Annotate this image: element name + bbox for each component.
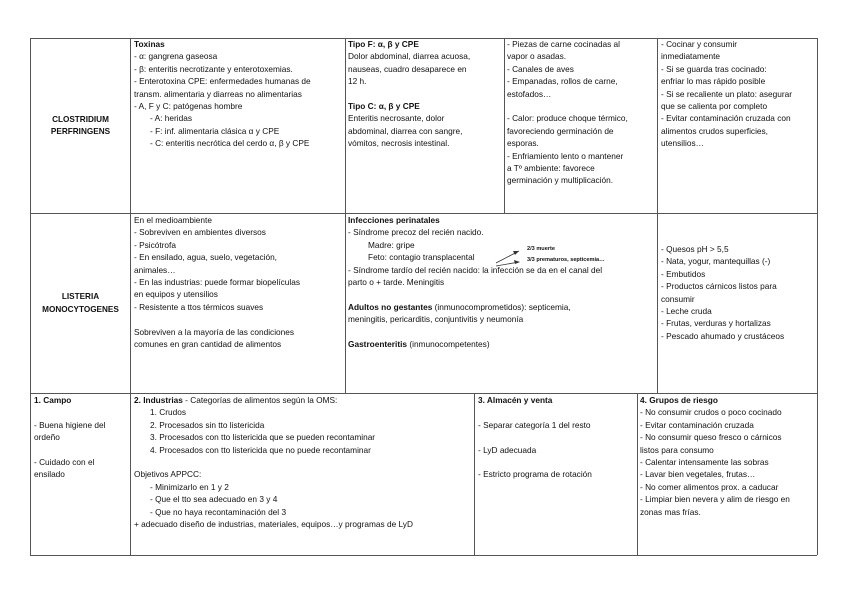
text-line: - Sobreviven en ambientes diversos: [134, 227, 266, 238]
text-line: 4. Grupos de riesgo: [640, 395, 718, 405]
text-line: - Estricto programa de rotación: [478, 469, 592, 480]
text-line: en equipos y utensilios: [134, 289, 218, 300]
text-line: CLOSTRIDIUM: [52, 114, 109, 124]
text-line: que se calienta por completo: [661, 101, 768, 112]
text-line: alimentos crudos superficies,: [661, 125, 768, 136]
text-line: favoreciendo germinación de: [507, 125, 614, 136]
text-line: - Calentar intensamente las sobras: [640, 457, 769, 468]
industrias-title-rest: - Categorías de alimentos según la OMS:: [182, 395, 338, 405]
text-line: - Si se guarda tras cocinado:: [661, 63, 767, 74]
text-line: - C: enteritis necrótica del cerdo α, β y CPE: [150, 138, 310, 149]
industrias-title: 2. Industrias: [134, 395, 183, 405]
text-line: - A: heridas: [150, 113, 192, 124]
text-line: inmediatamente: [661, 51, 721, 62]
text-line: Toxinas: [134, 39, 165, 49]
text-line: - Lavar bien vegetales, frutas…: [640, 469, 756, 480]
text-line: - No consumir queso fresco o cárnicos: [640, 432, 782, 443]
text-line: - Cocinar y consumir: [661, 39, 738, 49]
text-line: - Psicótrofa: [134, 239, 176, 250]
adults-title: Adultos no gestantes: [348, 301, 433, 312]
text-line: nauseas, cuadro desaparece en: [348, 63, 467, 74]
text-line: - Piezas de carne cocinadas al: [507, 39, 620, 49]
outcome-premature: 3/3 prematuros, septicemia…: [527, 257, 605, 263]
text-line: - Enterotoxina CPE: enfermedades humanas de: [134, 76, 311, 87]
text-line: - Buena higiene del: [34, 419, 106, 430]
text-line: - No comer alimentos prox. a caducar: [640, 481, 779, 492]
text-line: - Minimizarlo en 1 y 2: [150, 481, 229, 492]
text-line: - Canales de aves: [507, 63, 574, 74]
text-line: - Limpiar bien nevera y alim de riesgo en: [640, 494, 790, 505]
text-line: - F: inf. alimentaria clásica α y CPE: [150, 125, 280, 136]
text-line: meningitis, pericarditis, conjuntivitis y neumonía: [348, 314, 524, 325]
text-line: 4. Procesados con tto listericida que no puede recontaminar: [150, 444, 371, 455]
text-line: - Empanadas, rollos de carne,: [507, 76, 618, 87]
text-line: Madre: gripe: [368, 239, 415, 250]
text-line: + adecuado diseño de industrias, materiales, equipos…y programas de LyD: [134, 519, 413, 530]
text-line: abdominal, diarrea con sangre,: [348, 125, 463, 136]
campo-cell: [34, 394, 130, 555]
adults-rest: (inmunocomprometidos): septicemia,: [432, 301, 571, 312]
text-line: zonas mas frías.: [640, 506, 701, 517]
text-line: LISTERIA: [61, 292, 100, 302]
text-line: Tipo C: α, β y CPE: [348, 101, 420, 112]
text-line: - Quesos pH > 5,5: [661, 244, 729, 254]
industrias-cell: [134, 394, 474, 555]
text-line: - Cuidado con el: [34, 457, 95, 467]
text-line: MONOCYTOGENES: [42, 304, 119, 314]
text-line: - Frutas, verduras y hortalizas: [661, 318, 771, 329]
text-line: Tipo F: α, β y CPE: [348, 39, 419, 49]
text-line: - Separar categoría 1 del resto: [478, 419, 591, 430]
text-line: - Enfriamiento lento o mantener: [507, 150, 624, 161]
text-line: - Evitar contaminación cruzada con: [661, 113, 791, 124]
text-line: Sobreviven a la mayoría de las condiciones: [134, 326, 295, 337]
text-line: 1. Campo: [34, 395, 72, 405]
text-line: - Resistente a ttos térmicos suaves: [134, 301, 264, 312]
text-line: Enteritis necrosante, dolor: [348, 113, 445, 124]
text-line: - Síndrome tardío del recién nacido: la infección se da en el canal del: [348, 264, 603, 275]
text-line: ordeño: [34, 432, 60, 443]
text-line: Feto: contagio transplacental: [368, 252, 475, 263]
gastro-rest: (inmunocompetentes): [407, 339, 490, 350]
text-line: estofados…: [507, 88, 552, 99]
text-line: - LyD adecuada: [478, 444, 537, 455]
almacen-cell: [478, 394, 637, 555]
text-line: esporas.: [507, 138, 539, 149]
text-line: - α: gangrena gaseosa: [134, 51, 218, 62]
text-line: a Tº ambiente: favorece: [507, 163, 595, 174]
text-line: - Si se recaliente un plato: asegurar: [661, 88, 792, 99]
text-line: 2. Procesados sin tto listericida: [150, 419, 265, 430]
text-line: En el medioambiente: [134, 215, 212, 225]
text-line: germinación y multiplicación.: [507, 175, 614, 186]
text-line: - Síndrome precoz del recién nacido.: [348, 227, 484, 238]
text-line: 1. Crudos: [150, 407, 186, 418]
outcome-death: 2/3 muerte: [527, 246, 555, 252]
text-line: - Pescado ahumado y crustáceos: [661, 330, 785, 341]
text-line: 3. Procesados con tto listericida que se pueden recontaminar: [150, 432, 376, 443]
text-line: vómitos, necrosis intestinal.: [348, 138, 450, 149]
text-line: comunes en gran cantidad de alimentos: [134, 339, 282, 350]
text-line: Dolor abdominal, diarrea acuosa,: [348, 51, 471, 62]
text-line: transm. alimentaria y diarreas no alimentarias: [134, 88, 302, 99]
text-line: - β: enteritis necrotizante y enterotoxemias.: [134, 63, 293, 74]
gastro-title: Gastroenteritis: [348, 339, 408, 350]
text-line: - En ensilado, agua, suelo, vegetación,: [134, 252, 277, 263]
text-line: PERFRINGENS: [50, 127, 111, 136]
text-line: Infecciones perinatales: [348, 215, 440, 225]
text-line: ensilado: [34, 469, 65, 480]
text-line: - En las industrias: puede formar biopelículas: [134, 277, 301, 288]
text-line: 3. Almacén y venta: [478, 395, 553, 405]
text-line: 12 h.: [348, 76, 367, 87]
text-line: - Leche cruda: [661, 306, 712, 317]
text-line: - No consumir crudos o poco cocinado: [640, 407, 782, 418]
text-line: - Calor: produce choque térmico,: [507, 113, 628, 124]
text-line: Objetivos APPCC:: [134, 469, 202, 480]
listeria-foods: [661, 243, 817, 373]
text-line: parto o + tarde. Meningitis: [348, 277, 445, 288]
text-line: animales…: [134, 264, 176, 275]
riesgo-cell: [640, 394, 817, 555]
text-line: utensilios…: [661, 138, 704, 149]
text-line: - Que el tto sea adecuado en 3 y 4: [150, 494, 278, 505]
text-line: consumir: [661, 293, 695, 304]
text-line: vapor o asadas.: [507, 51, 567, 62]
text-line: - Nata, yogur, mantequillas (-): [661, 256, 771, 267]
text-line: enfriar lo mas rápido posible: [661, 76, 766, 87]
text-line: - Que no haya recontaminación del 3: [150, 506, 287, 517]
text-line: - Productos cárnicos listos para: [661, 281, 777, 292]
text-line: - Embutidos: [661, 268, 706, 279]
text-line: - A, F y C: patógenas hombre: [134, 101, 243, 112]
text-line: - Evitar contaminación cruzada: [640, 419, 754, 430]
text-line: listos para consumo: [640, 444, 714, 455]
